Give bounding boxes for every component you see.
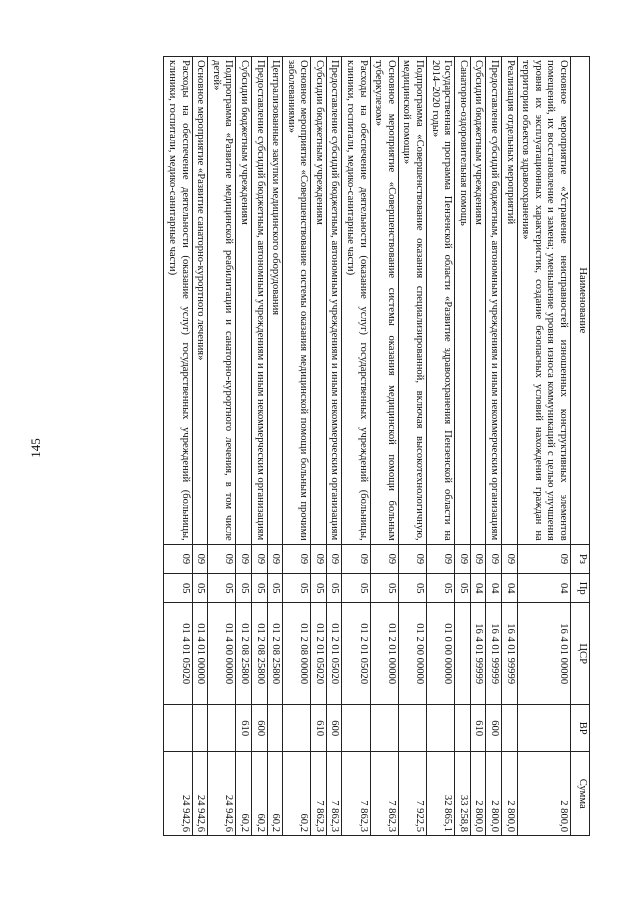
cell-csr: 01 0 00 00000	[427, 603, 455, 705]
cell-rz: 09	[311, 544, 327, 573]
cell-pr: 05	[208, 574, 236, 603]
cell-rz: 09	[208, 544, 236, 573]
cell-name: Предоставление субсидий бюджетным, автономным учреждениям и иным некоммерческим организациям	[326, 57, 342, 545]
cell-rz: 09	[502, 544, 518, 573]
cell-sum: 2 800,0	[470, 752, 486, 836]
cell-sum: 60,2	[251, 752, 267, 836]
cell-sum: 24 942,6	[164, 752, 192, 836]
table-row	[455, 57, 471, 836]
cell-vr	[455, 705, 471, 752]
cell-sum: 7 862,3	[326, 752, 342, 836]
cell-rz: 09	[164, 544, 192, 573]
cell-csr	[455, 603, 471, 705]
cell-name: Основное мероприятие «Совершенствование системы оказания медицинской помощи больным прочими заболеваниями»	[283, 57, 311, 545]
cell-vr	[208, 705, 236, 752]
cell-vr	[517, 705, 570, 752]
cell-vr: 600	[326, 705, 342, 752]
cell-csr: 16 4 01 99999	[486, 603, 502, 705]
cell-pr: 05	[192, 574, 208, 603]
cell-pr: 05	[326, 574, 342, 603]
header-csr: ЦСР	[571, 603, 590, 705]
header-sum: Сумма	[571, 752, 590, 836]
cell-name: Государственная программа Пензенской области «Развитие здравоохранения Пензенской области на 2014–2020 годы»	[427, 57, 455, 545]
cell-vr: 610	[470, 705, 486, 752]
cell-csr: 01 4 01 00000	[192, 603, 208, 705]
cell-rz: 09	[517, 544, 570, 573]
cell-sum: 2 800,0	[517, 752, 570, 836]
cell-vr: 600	[486, 705, 502, 752]
cell-vr	[502, 705, 518, 752]
cell-pr: 05	[311, 574, 327, 603]
table-row	[486, 57, 502, 836]
cell-name: Субсидии бюджетным учреждениям	[236, 57, 252, 545]
cell-csr: 01 4 00 00000	[208, 603, 236, 705]
cell-pr: 05	[455, 574, 471, 603]
cell-vr	[283, 705, 311, 752]
cell-rz: 09	[326, 544, 342, 573]
cell-pr: 04	[517, 574, 570, 603]
cell-pr: 05	[370, 574, 398, 603]
header-name: Наименование	[571, 57, 590, 545]
cell-csr: 01 2 08 25800	[236, 603, 252, 705]
cell-vr	[267, 705, 283, 752]
cell-pr: 04	[486, 574, 502, 603]
cell-name: Санаторно-оздоровительная помощь	[455, 57, 471, 545]
cell-pr: 05	[283, 574, 311, 603]
cell-rz: 09	[267, 544, 283, 573]
cell-name: Основное мероприятие «Совершенствование системы оказания медицинской помощи больным туберкулезом»	[370, 57, 398, 545]
cell-csr: 16 4 01 00000	[517, 603, 570, 705]
cell-pr: 04	[502, 574, 518, 603]
rotated-page-content	[90, 56, 590, 836]
cell-rz: 09	[427, 544, 455, 573]
cell-csr: 01 2 01 05020	[342, 603, 370, 705]
cell-sum: 2 800,0	[486, 752, 502, 836]
cell-csr: 01 2 01 05020	[311, 603, 327, 705]
cell-rz: 09	[370, 544, 398, 573]
cell-sum: 7 862,3	[370, 752, 398, 836]
cell-vr	[427, 705, 455, 752]
cell-vr	[398, 705, 426, 752]
cell-csr: 01 2 08 25800	[267, 603, 283, 705]
header-vr: ВР	[571, 705, 590, 752]
cell-csr: 01 4 01 05020	[164, 603, 192, 705]
cell-name: Расходы на обеспечение деятельности (оказание услуг) государственных учреждений (больницы, клиники, госпитали, медико-санитарные части)	[342, 57, 370, 545]
cell-sum: 33 258,8	[455, 752, 471, 836]
table-row	[283, 57, 311, 836]
cell-pr: 05	[427, 574, 455, 603]
cell-rz: 09	[192, 544, 208, 573]
header-rz: Рз	[571, 544, 590, 573]
cell-pr: 04	[470, 574, 486, 603]
cell-vr: 610	[236, 705, 252, 752]
cell-csr: 01 2 01 00000	[370, 603, 398, 705]
cell-sum: 60,2	[283, 752, 311, 836]
cell-csr: 01 2 08 25800	[251, 603, 267, 705]
cell-sum: 32 865,1	[427, 752, 455, 836]
cell-name: Субсидии бюджетным учреждениям	[311, 57, 327, 545]
cell-csr: 01 2 08 00000	[283, 603, 311, 705]
cell-vr	[164, 705, 192, 752]
cell-sum: 60,2	[267, 752, 283, 836]
cell-csr: 01 2 00 00000	[398, 603, 426, 705]
cell-csr: 16 4 01 99999	[470, 603, 486, 705]
cell-sum: 7 862,3	[311, 752, 327, 836]
cell-sum: 24 942,6	[208, 752, 236, 836]
cell-name: Реализация отдельных мероприятий	[502, 57, 518, 545]
cell-sum: 2 800,0	[502, 752, 518, 836]
table-row	[342, 57, 370, 836]
cell-pr: 05	[164, 574, 192, 603]
table-row	[427, 57, 455, 836]
cell-vr	[192, 705, 208, 752]
cell-name: Основное мероприятие «Развитие санаторно-курортного лечения»	[192, 57, 208, 545]
cell-pr: 05	[236, 574, 252, 603]
cell-rz: 09	[342, 544, 370, 573]
cell-rz: 09	[470, 544, 486, 573]
cell-name: Подпрограмма «Совершенствование оказания специализированной, включая высокотехнологичную, медицинской помощи»	[398, 57, 426, 545]
table-row	[470, 57, 486, 836]
table-row	[502, 57, 518, 836]
table-row	[326, 57, 342, 836]
table-row	[311, 57, 327, 836]
table-row	[267, 57, 283, 836]
cell-sum: 7 862,3	[342, 752, 370, 836]
cell-csr: 01 2 01 05020	[326, 603, 342, 705]
page-number: 145	[28, 438, 43, 458]
cell-vr: 600	[251, 705, 267, 752]
cell-rz: 09	[251, 544, 267, 573]
cell-rz: 09	[236, 544, 252, 573]
table-body	[164, 57, 571, 836]
cell-name: Субсидии бюджетным учреждениям	[470, 57, 486, 545]
table-row	[208, 57, 236, 836]
cell-pr: 05	[398, 574, 426, 603]
table-row	[398, 57, 426, 836]
cell-vr: 610	[311, 705, 327, 752]
cell-sum: 7 922,5	[398, 752, 426, 836]
table-row	[164, 57, 192, 836]
table-row	[517, 57, 570, 836]
cell-name: Подпрограмма «Развитие медицинской реабилитации и санаторно-курортного лечения, в том числе детей»	[208, 57, 236, 545]
cell-vr	[370, 705, 398, 752]
cell-rz: 09	[486, 544, 502, 573]
cell-pr: 05	[251, 574, 267, 603]
cell-name: Предоставление субсидий бюджетным, автономным учреждениям и иным некоммерческим организациям	[486, 57, 502, 545]
cell-pr: 05	[342, 574, 370, 603]
cell-pr: 05	[267, 574, 283, 603]
cell-sum: 60,2	[236, 752, 252, 836]
cell-csr: 16 4 01 99999	[502, 603, 518, 705]
cell-rz: 09	[455, 544, 471, 573]
cell-vr	[342, 705, 370, 752]
table-row	[236, 57, 252, 836]
table-header-row	[571, 57, 590, 836]
cell-sum: 24 942,6	[192, 752, 208, 836]
cell-rz: 09	[398, 544, 426, 573]
cell-rz: 09	[283, 544, 311, 573]
cell-name: Централизованные закупки медицинского оборудования	[267, 57, 283, 545]
cell-name: Предоставление субсидий бюджетным, автономным учреждениям и иным некоммерческим организациям	[251, 57, 267, 545]
cell-name: Основное мероприятие «Устранение неисправностей изношенных конструктивных элементов помещений, их восстановление и замена; уменьшение уровня износа коммуникаций с целью улучшения уровня их эксплуатационных характеристик, создание безопасных условий нахождения граждан на территории объектов здравоохранения»	[517, 57, 570, 545]
table-row	[192, 57, 208, 836]
table-row	[370, 57, 398, 836]
budget-table	[163, 56, 590, 836]
table-row	[251, 57, 267, 836]
header-pr: Пр	[571, 574, 590, 603]
cell-name: Расходы на обеспечение деятельности (оказание услуг) государственных учреждений (больницы, клиники, госпитали, медико-санитарные части)	[164, 57, 192, 545]
